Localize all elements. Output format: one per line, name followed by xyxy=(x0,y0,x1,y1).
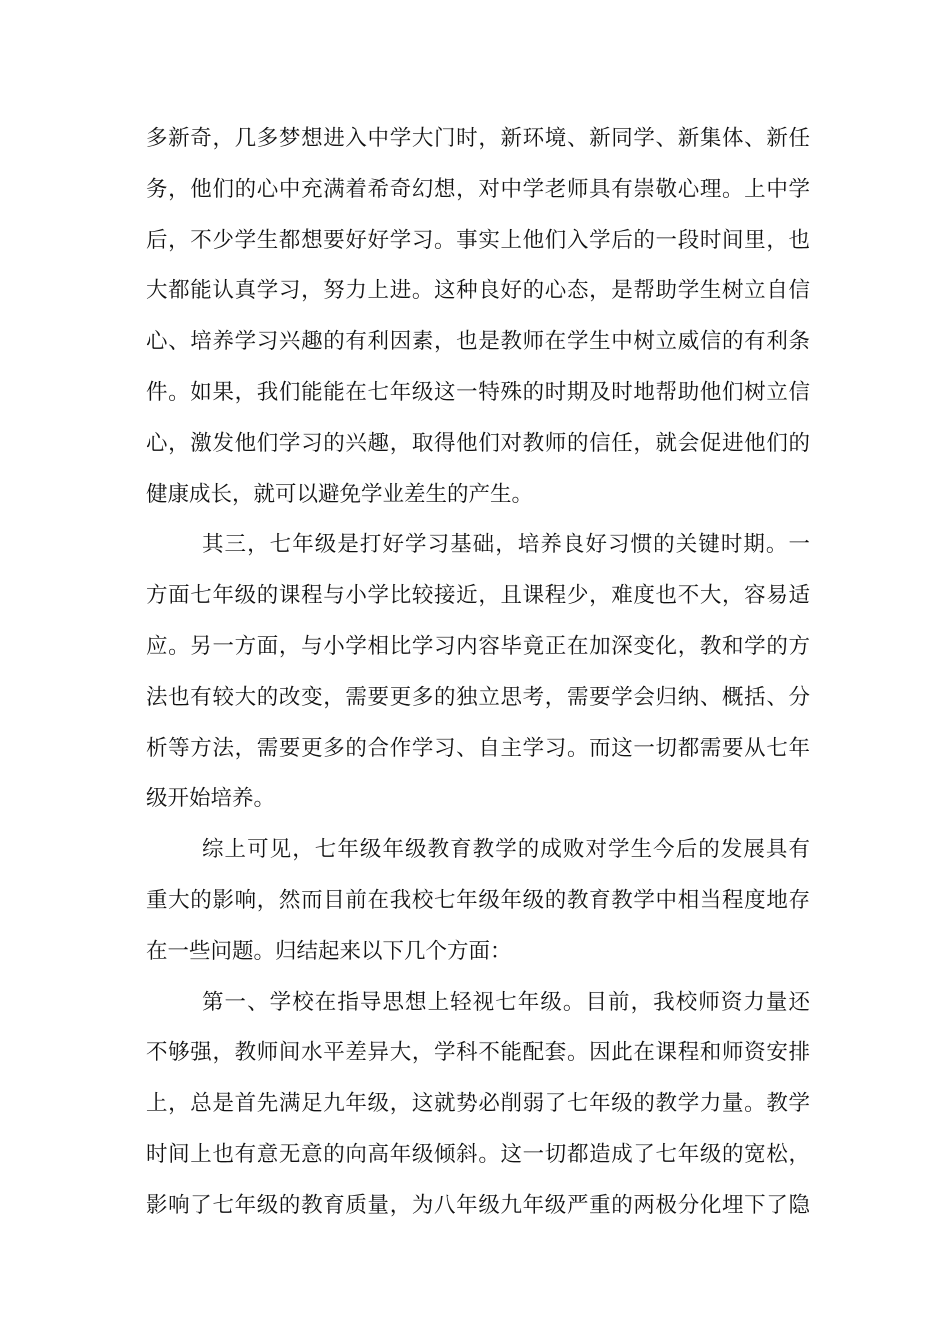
text-line: 方面七年级的课程与小学比较接近，且课程少，难度也不大，容易适 xyxy=(146,583,810,609)
text-line: 级开始培养。 xyxy=(146,786,276,812)
text-line: 重大的影响，然而目前在我校七年级年级的教育教学中相当程度地存 xyxy=(146,887,810,913)
paragraph-first-line: 第一、学校在指导思想上轻视七年级。目前，我校师资力量还 xyxy=(202,989,810,1015)
text-line: 后，不少学生都想要好好学习。事实上他们入学后的一段时间里，也 xyxy=(146,227,810,253)
text-line: 多新奇，几多梦想进入中学大门时，新环境、新同学、新集体、新任 xyxy=(146,126,810,151)
text-line: 件。如果，我们能能在七年级这一特殊的时期及时地帮助他们树立信 xyxy=(146,379,810,405)
text-line: 上，总是首先满足九年级，这就势必削弱了七年级的教学力量。教学 xyxy=(146,1091,810,1117)
text-line: 影响了七年级的教育质量，为八年级九年级严重的两极分化埋下了隐 xyxy=(146,1192,810,1218)
text-line: 务，他们的心中充满着希奇幻想，对中学老师具有崇敬心理。上中学 xyxy=(146,176,810,202)
text-line: 应。另一方面，与小学相比学习内容毕竟正在加深变化，教和学的方 xyxy=(146,633,810,659)
text-line: 析等方法，需要更多的合作学习、自主学习。而这一切都需要从七年 xyxy=(146,735,810,761)
text-line: 时间上也有意无意的向高年级倾斜。这一切都造成了七年级的宽松， xyxy=(146,1141,810,1167)
text-line: 大都能认真学习，努力上进。这种良好的心态，是帮助学生树立自信 xyxy=(146,278,810,304)
text-line: 健康成长，就可以避免学业差生的产生。 xyxy=(146,481,534,507)
text-line: 心，激发他们学习的兴趣，取得他们对教师的信任，就会促进他们的 xyxy=(146,430,810,456)
document-body xyxy=(146,114,810,1232)
text-line: 在一些问题。归结起来以下几个方面： xyxy=(146,938,512,964)
paragraph-first-line: 综上可见，七年级年级教育教学的成败对学生今后的发展具有 xyxy=(202,837,810,863)
text-line: 法也有较大的改变，需要更多的独立思考，需要学会归纳、概括、分 xyxy=(146,684,810,710)
paragraph-first-line: 其三，七年级是打好学习基础，培养良好习惯的关键时期。一 xyxy=(202,532,810,558)
text-line: 不够强，教师间水平差异大，学科不能配套。因此在课程和师资安排 xyxy=(146,1040,810,1066)
text-line: 心、培养学习兴趣的有利因素，也是教师在学生中树立威信的有利条 xyxy=(146,329,810,355)
